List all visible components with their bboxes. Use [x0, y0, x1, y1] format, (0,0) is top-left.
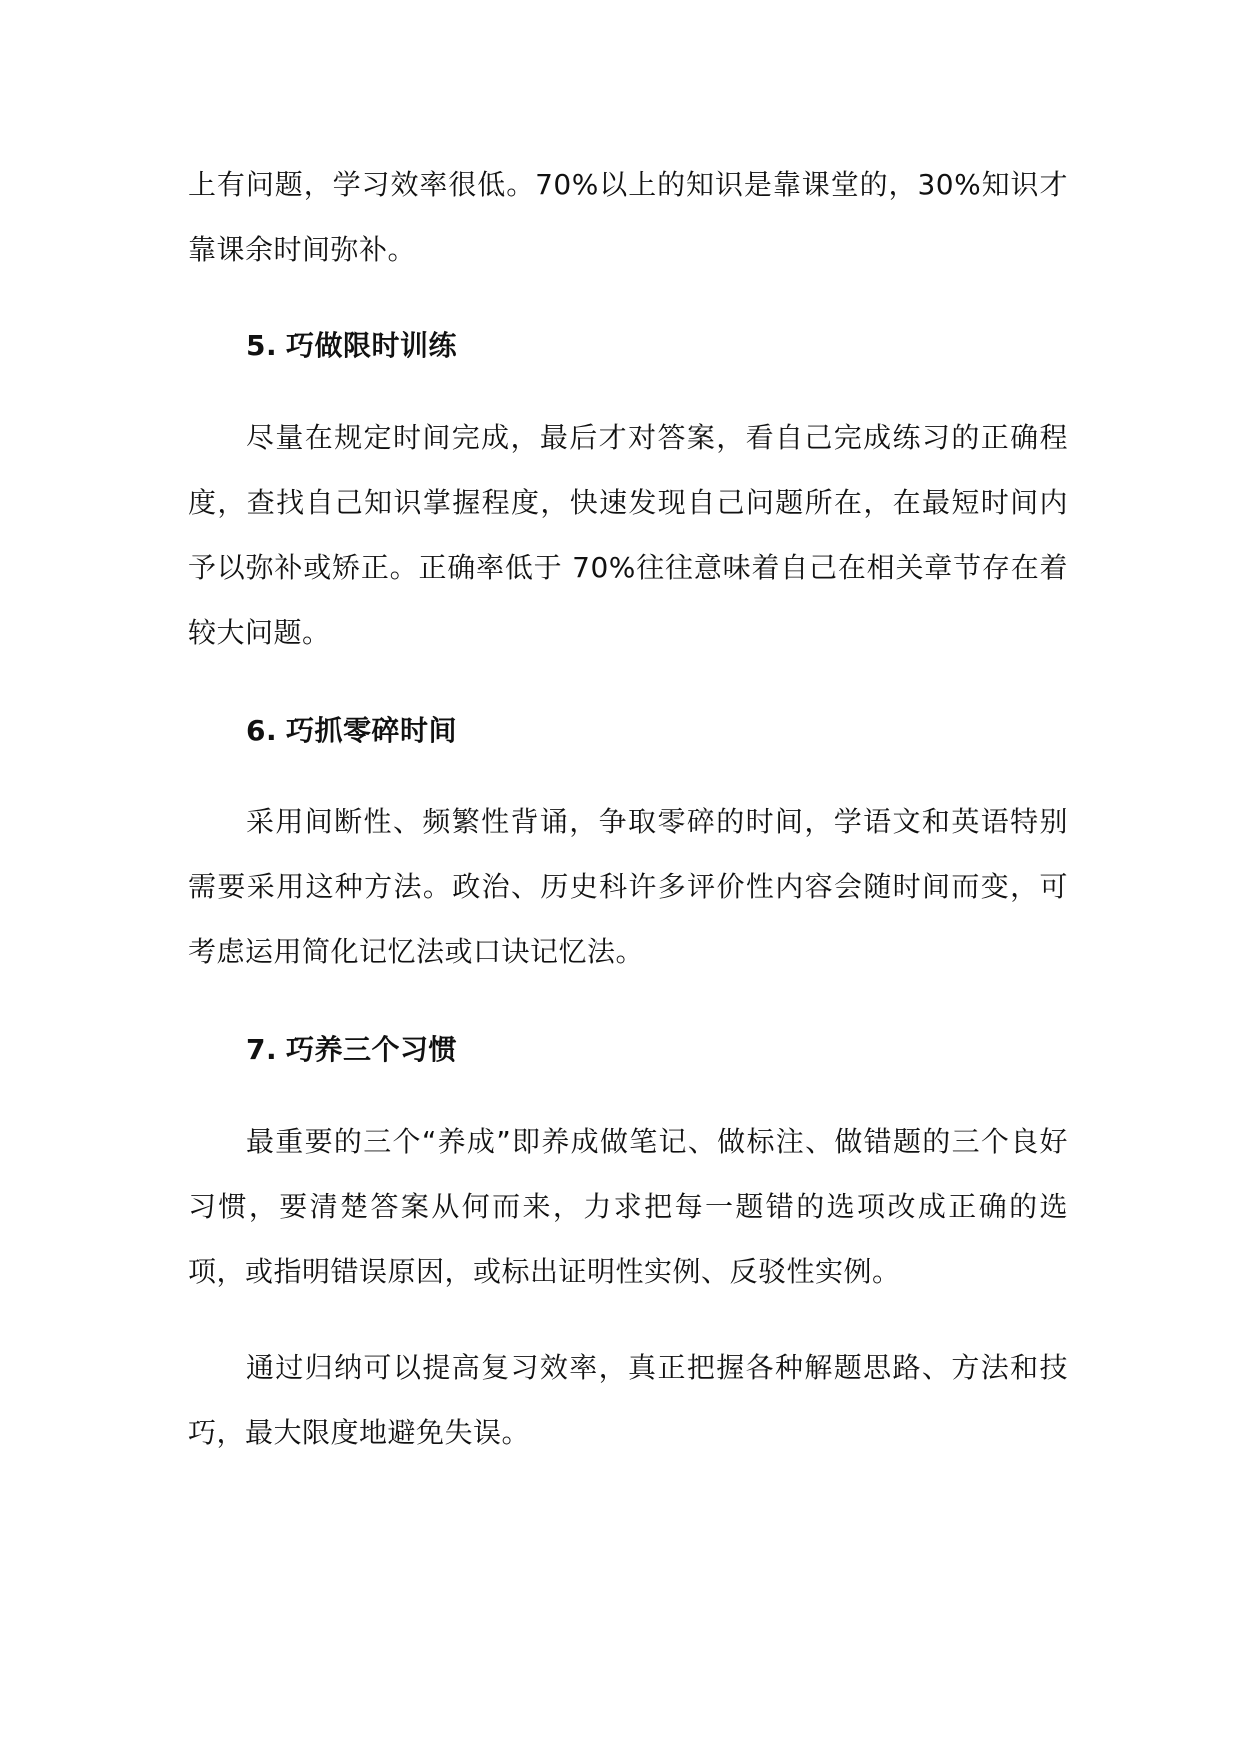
paragraph-three-habits: 最重要的三个“养成”即养成做笔记、做标注、做错题的三个良好习惯，要清楚答案从何而来，力求把每一题错的选项改成正确的选项，或指明错误原因，或标出证明性实例、反驳性实例。 [188, 1125, 1068, 1288]
heading-text: 巧养三个习惯 [286, 1033, 458, 1066]
heading-text: 巧抓零碎时间 [286, 714, 458, 747]
heading-three-habits [246, 1017, 457, 1082]
paragraph-summary: 通过归纳可以提高复习效率，真正把握各种解题思路、方法和技巧，最大限度地避免失误。 [188, 1351, 1068, 1449]
paragraph-classroom-efficiency: 上有问题，学习效率很低。70%以上的知识是靠课堂的，30%知识才靠课余时间弥补。 [188, 168, 1068, 266]
heading-spare-time [246, 698, 457, 763]
heading-timed-training [246, 313, 457, 378]
paragraph-timed-training: 尽量在规定时间完成，最后才对答案，看自己完成练习的正确程度，查找自己知识掌握程度，快速发现自己问题所在，在最短时间内予以弥补或矫正。正确率低于 70%往往意味着自己在相关章节存在着较大问题。 [188, 421, 1068, 649]
heading-number: 6. [246, 714, 278, 747]
heading-text: 巧做限时训练 [286, 329, 458, 362]
heading-number: 7. [246, 1033, 278, 1066]
paragraph-spare-time: 采用间断性、频繁性背诵，争取零碎的时间，学语文和英语特别需要采用这种方法。政治、历史科许多评价性内容会随时间而变，可考虑运用简化记忆法或口诀记忆法。 [188, 805, 1068, 968]
heading-number: 5. [246, 329, 278, 362]
